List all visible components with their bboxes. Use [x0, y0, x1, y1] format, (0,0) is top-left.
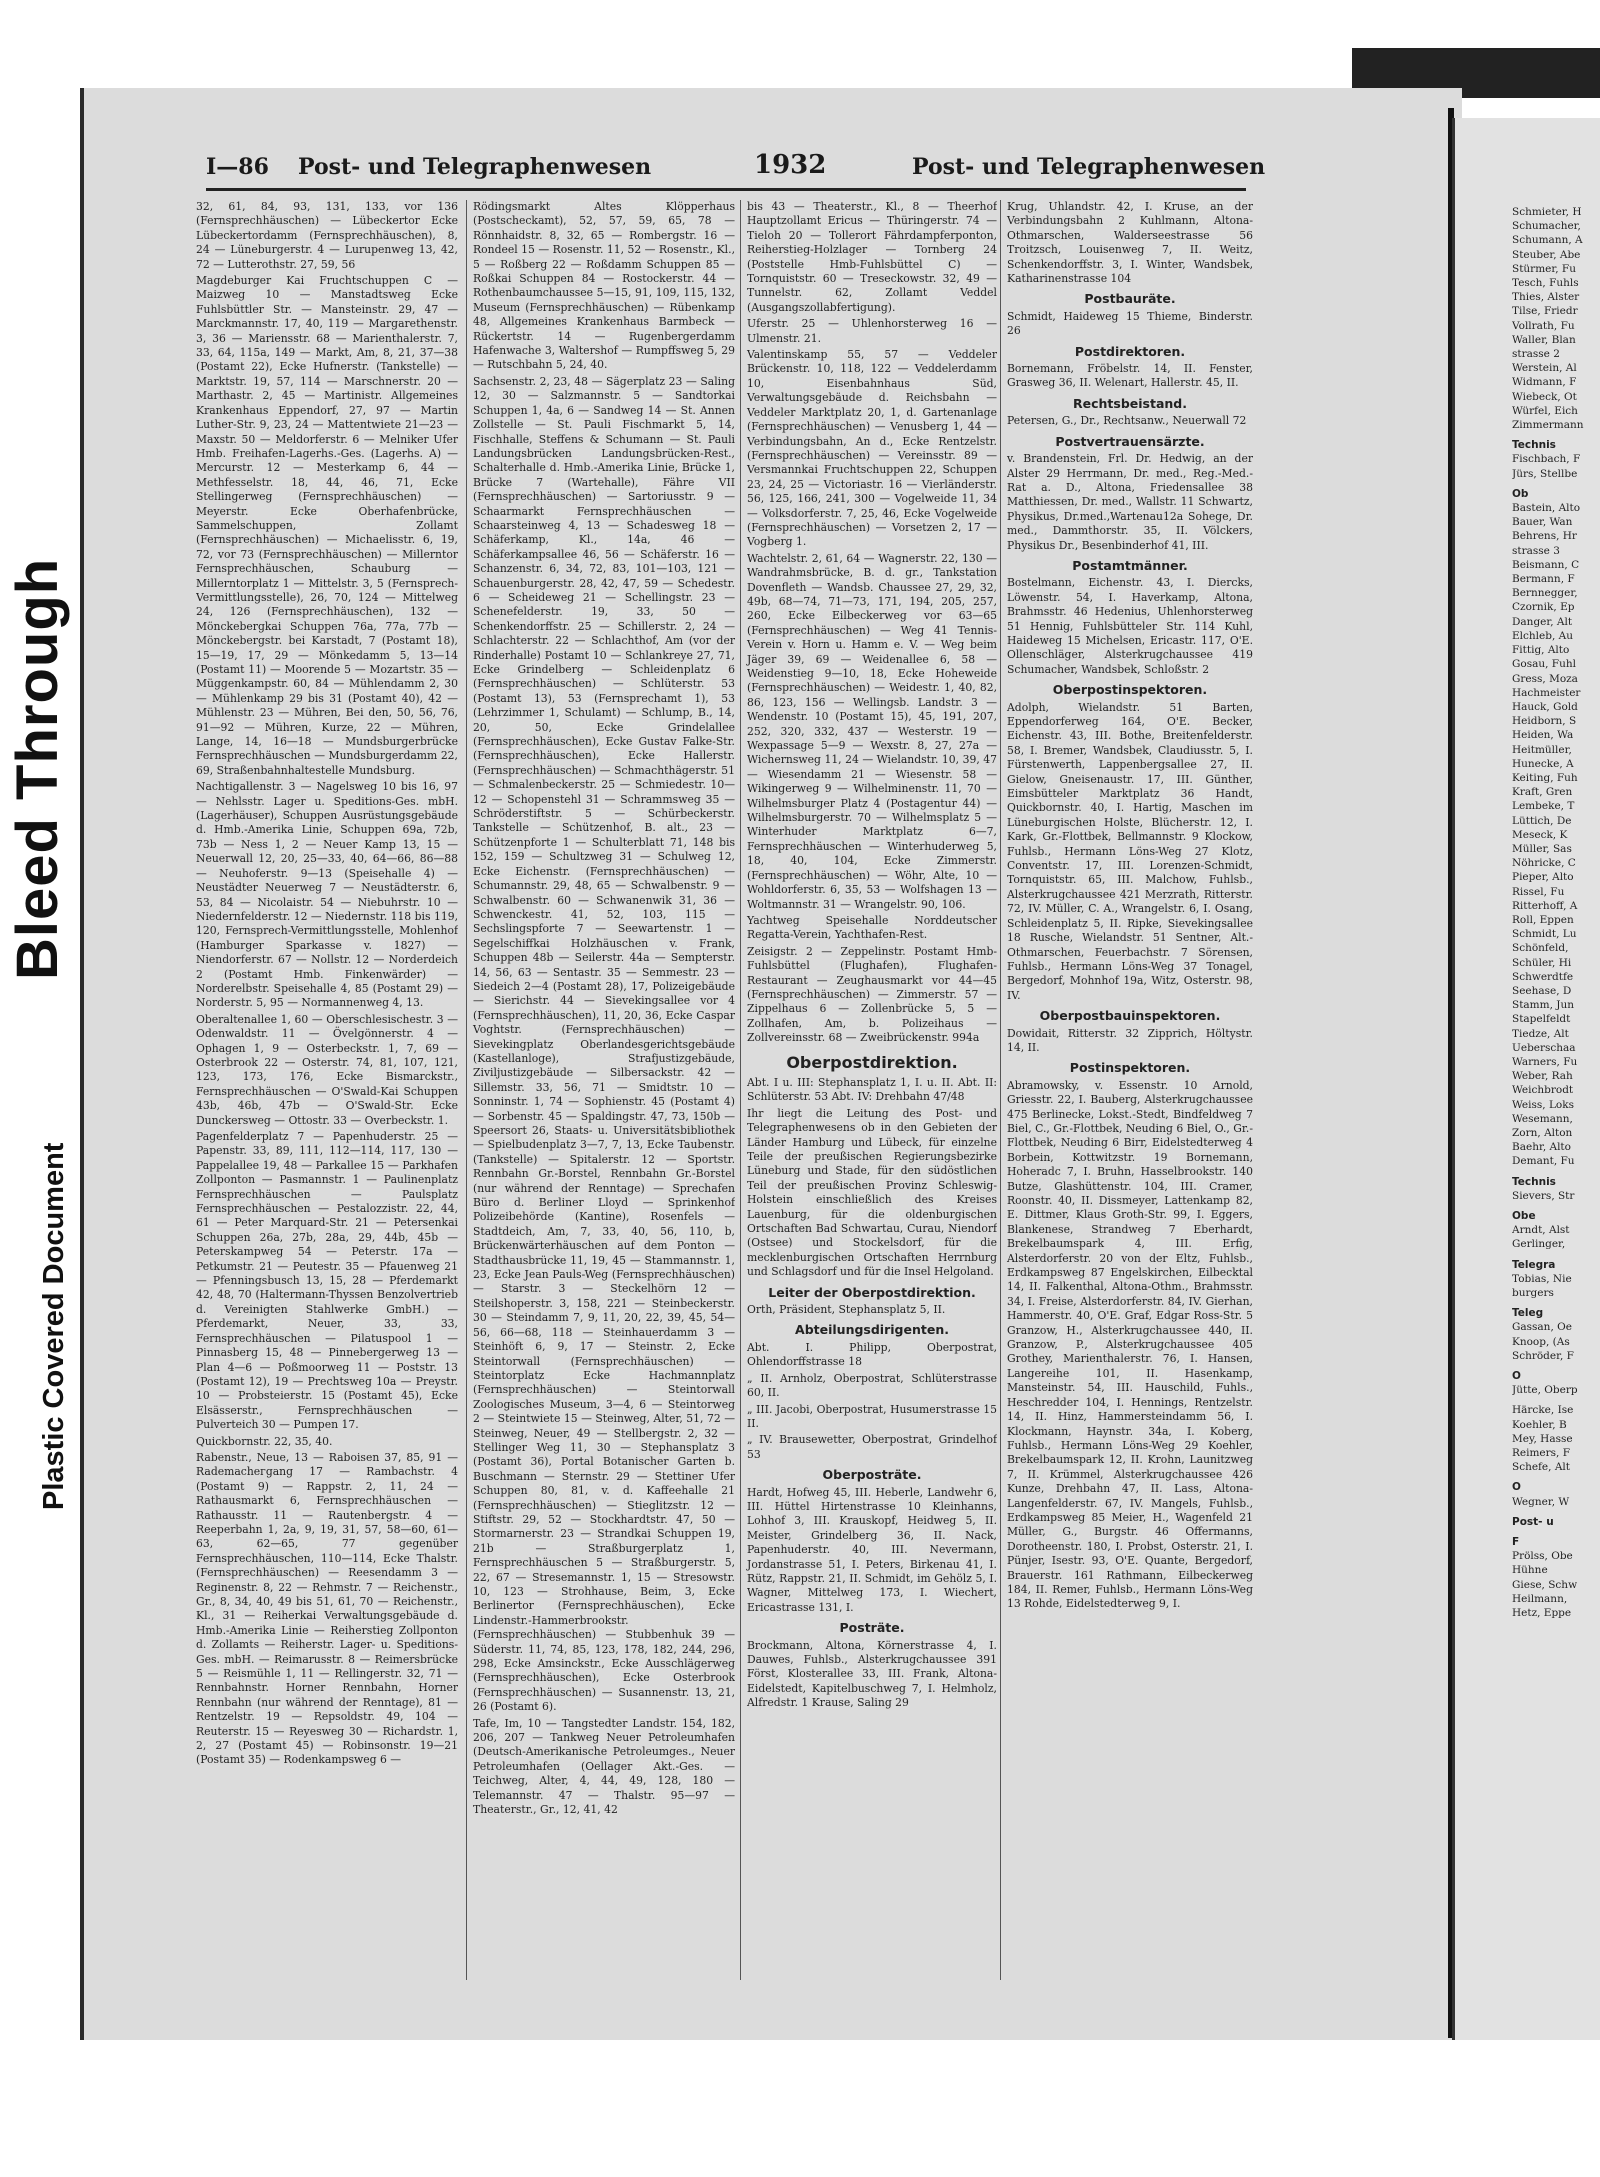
facing-page-line: Ueberschaa: [1512, 1041, 1576, 1054]
facing-page-line: Hühne: [1512, 1564, 1548, 1577]
facing-page-line: Knoop, (As: [1512, 1335, 1570, 1348]
facing-page-line: Weichbrodt: [1512, 1084, 1574, 1097]
facing-page-line: Bauer, Wan: [1512, 516, 1573, 529]
section-entries: Bostelmann, Eichenstr. 43, I. Diercks, Löwenstr. 54, I. Haverkamp, Altona, Brahmsstr. 46 Hedenius, Uhlenhorsterweg 51 Hennig, Fuhlsbütteler Str. 114 Kuhl, Haideweg 15 Michelsen, Ericastr. 117, O'E. Ollenschläger, Alsterkrugchaussee 419 Schumacher, Wandsbek, Schloßstr. 2: [1007, 576, 1253, 676]
section-entries: Bornemann, Fröbelstr. 14, II. Fenster, Grasweg 36, II. Welenart, Hallerstr. 45, II.: [1007, 362, 1253, 390]
facing-page-line: Beismann, C: [1512, 558, 1580, 571]
section-heading: Postinspektoren.: [1069, 1060, 1191, 1076]
header-year: 1932: [754, 150, 827, 180]
facing-page-heading: Telegra: [1512, 1258, 1556, 1271]
facing-page-text: [1512, 205, 1600, 1985]
facing-page-line: Hetz, Eppe: [1512, 1607, 1572, 1620]
oberpostraete-list: Hardt, Hofweg 45, III. Heberle, Landwehr 6, III. Hüttel Hirtenstrasse 10 Kleinhanns, Lohhof 3, III. Krauskopf, Heidweg 5, II. Meister, Grindelberg 36, II. Nack, Papenhuderstr. 40, III. Nevermann, Jordanstrasse 51, I. Peters, Birkenau 41, I. Rütz, Rappstr. 21, II. Schmidt, im Gehölz 5, I. Wagner, Mittelweg 173, I. Wiechert, Ericastrasse 131, I.: [747, 1485, 997, 1614]
leiter-entry: Orth, Präsident, Stephansplatz 5, II.: [747, 1303, 946, 1317]
facing-page-line: Heidborn, S: [1512, 715, 1577, 728]
facing-page-line: Reimers, F: [1512, 1447, 1571, 1460]
facing-page-line: Gassan, Oe: [1512, 1321, 1572, 1334]
facing-page-line: Demant, Fu: [1512, 1155, 1575, 1168]
facing-page-line: Czornik, Ep: [1512, 601, 1575, 614]
facing-page-line: Mey, Hasse: [1512, 1432, 1573, 1445]
facing-page-line: Zorn, Alton: [1512, 1127, 1573, 1139]
section-heading: Oberpostbauinspektoren.: [1039, 1008, 1221, 1024]
facing-page-line: Heitmüller,: [1512, 743, 1572, 756]
section-entries: Adolph, Wielandstr. 51 Barten, Eppendorferweg 164, O'E. Becker, Eichenstr. 43, III. Bothe, Breitenfelderstr. 58, I. Bremer, Wandsbek, Claudiusstr. 5, I. Fürstenwerth, Lappenbergsallee 27, II. Gielow, Gneisenaustr. 17, III. Günther, Eimsbütteler Marktplatz 36 Handt, Quickbornstr. 40, I. Hartig, Maschen im Lüneburgischen Holste, Blücherstr. 12, I. Kark, Gr.-Flottbek, Bellmannstr. 9 Klockow, Fuhlsb., Hermann Löns-Weg 27 Klotz, Conventstr. 17, III. Lorenzen-Schmidt, Tornquiststr. 65, III. Malchow, Fuhlsb., Alsterkrugchaussee 421 Merzrath, Ritterstr. 72, IV. Müller, C. A., Wrangelstr. 6, I. Osang, Schleidenplatz 5, II. Ripke, Sievekingsallee 18 Rusche, Wielandstr. 51 Sentner, Alt.-Othmarschen, Feuerbachstr. 7 Sörensen, Fuhlsb., Hermann Löns-Weg 37 Tonagel, Bergedorf, Mohnhof 19a, Witz, Osterstr. 98, IV.: [1007, 700, 1253, 1002]
facing-page-line: Baehr, Alto: [1512, 1141, 1571, 1154]
facing-page-line: Hauck, Gold: [1512, 700, 1578, 713]
facing-page-line: Schönfeld,: [1512, 942, 1569, 955]
facing-page-line: Prölss, Obe: [1512, 1550, 1573, 1563]
facing-page-line: Fittig, Alto: [1512, 644, 1570, 657]
facing-page-line: Tilse, Friedr: [1512, 305, 1578, 318]
facing-page-heading: O: [1512, 1481, 1521, 1494]
facing-page-line: Jürs, Stellbe: [1512, 467, 1578, 480]
facing-page-line: Ritterhoff, A: [1512, 899, 1578, 912]
facing-page-line: Sievers, Str: [1512, 1189, 1575, 1202]
facing-page-line: Arndt, Alst: [1512, 1224, 1570, 1237]
section-heading: Rechtsbeistand.: [1073, 395, 1187, 411]
facing-page-line: Fischbach, F: [1512, 453, 1581, 466]
facing-page-line: Zimmermann: [1512, 419, 1584, 432]
facing-page-heading: F: [1512, 1536, 1520, 1549]
facing-page-heading: O: [1512, 1370, 1521, 1383]
col1-paragraph: Pagenfelderplatz 7 — Papenhuderstr. 25 — Papenstr. 33, 89, 111, 112—114, 117, 130 — Pappelallee 19, 48 — Parkallee 15 — Parkhafen Zollponton — Pasmannstr. 1 — Paulinenplatz Fernsprechhäuschen — Paulsplatz Fernsprechhäuschen — Pestalozzistr. 22, 44, 61 — Peter Marquard-Str. 21 — Petersenkai Schuppen 26a, 27b, 28a, 29, 44b, 45b — Peterskampweg 54 — Peterstr. 17a — Petkumstr. 21 — Peutestr. 35 — Pfauenweg 21 — Pfenningsbusch 13, 15, 28 — Pferdemarkt 42, 48, 70 (Haltermann-Thyssen Benzolvertrieb d. Vereinigten Stahlwerke GmbH.) — Pferdemarkt, Neuer, 33, 33, Fernsprechhäuschen — Pilatuspool 1 — Pinnasberg 15, 48 — Pinnebergerweg 13 — Plan 4—6 — Poßmoorweg 11 — Poststr. 13 (Postamt 12), 19 — Prechtsweg 10a — Preystr. 10 — Probsteierstr. 15 (Postamt 45), Ecke Elsässerstr., Fernsprechhäuschen — Pulverteich 30 — Pumpen 17.: [196, 1130, 458, 1432]
facing-page-line: Steuber, Abe: [1512, 248, 1581, 261]
facing-page-line: Hachmeister: [1512, 686, 1581, 699]
facing-page-line: Seehase, D: [1512, 984, 1572, 997]
facing-page-line: Thies, Alster: [1512, 291, 1580, 304]
leiter-heading: Leiter der Oberpostdirektion.: [768, 1284, 976, 1300]
facing-page-line: Bastein, Alto: [1512, 502, 1581, 515]
section-entries: Schmidt, Haideweg 15 Thieme, Binderstr. 26: [1007, 309, 1253, 338]
col1-paragraph: Magdeburger Kai Fruchtschuppen C — Maizweg 10 — Manstadtsweg Ecke Fuhlsbüttler Str. — Mansteinstr. 29, 47 — Marckmannstr. 17, 40, 119 — Margarethenstr. 3, 36 — Mariensstr. 68 — Marienthalerstr. 7, 33, 64, 115a, 149 — Markt, Am, 8, 21, 37—38 (Postamt 22), Ecke Hufnerstr. (Tankstelle) — Marktstr. 19, 57, 114 — Marschnerstr. 20 — Marthastr. 2, 45 — Martinistr. Allgemeines Krankenhaus Eppendorf, 27, 97 — Martin Luther-Str. 9, 23, 24 — Mattentwiete 21—23 — Maxstr. 50 — Meldorferstr. 6 — Melniker Ufer Hmb. Freihafen-Lagerhs.-Ges. (Lagerhs. A) — Mercurstr. 12 — Mesterkamp 6, 44 — Methfesselstr. 18, 44, 46, 71, Ecke Stellingerweg (Fernsprechhäuschen) — Meyerstr. Ecke Oberhafenbrücke, Sammelschuppen, Zollamt (Fernsprechhäuschen) — Michaelisstr. 6, 19, 72, vor 73 (Fernsprechhäuschen) — Millerntor Fernsprechhäuschen, Schauburg — Millerntorplatz 1 — Mittelstr. 3, 5 (Fernsprech-Vermittlungsstelle), 26, 70, 124 — Mittelweg 24, 126 (Fernsprechhäuschen), 132 — Mönckebergkai Schuppen 76a, 77a, 77b — Mönckebergstr. bei Karstadt, 7 (Postamt 18), 15—19, 17, 29 — Mönkedamm 5, 13—14 (Postamt 11) — Moorende 5 — Mozartstr. 35 — Müggenkampstr. 60, 84 — Mühlendamm 2, 30 — Mühlenkamp 29 bis 31 (Postamt 40), 42 — Mühlenstr. 23 — Mühren, Bei den, 50, 56, 76, 91—92 — Mühren, Kurze, 22 — Mühren, Lange, 14, 16—18 — Mundsburgerbrücke Fernsprechhäuschen — Mundsburgerdamm 22, 69, Straßenbahnhaltestelle Mundsburg.: [196, 274, 458, 777]
column-1: [196, 200, 458, 1980]
section-heading: Postdirektoren.: [1074, 343, 1186, 359]
facing-page-line: Nöhricke, C: [1512, 857, 1576, 870]
abteil-line-3: „ III. Jacobi, Oberpostrat, Husumerstrasse 15 II.: [747, 1402, 997, 1430]
abteil-line-1: Abt. I. Philipp, Oberpostrat, Ohlendorffstrasse 18: [747, 1340, 997, 1369]
col3-paragraph: bis 43 — Theaterstr., Kl., 8 — Theerhof Hauptzollamt Ericus — Thüringerstr. 74 — Tieloh 20 — Tollerort Fährdampferponton, Reiherstieg-Holzlager — Tornberg 24 (Poststelle Hmb-Fuhlsbüttel C) — Tornquiststr. 60 — Treseckowstr. 32, 49 — Tunnelstr. 62, Zollamt Veddel (Ausgangszollabfertigung).: [747, 200, 997, 314]
header-title-left: Post- und Telegraphenwesen: [298, 154, 652, 180]
section-entries: Petersen, G., Dr., Rechtsanw., Neuerwall 72: [1007, 414, 1247, 428]
col3-paragraph: Zeisigstr. 2 — Zeppelinstr. Postamt Hmb-Fuhlsbüttel (Flughafen), Flughafen-Restaurant — Zeughausmarkt vor 44—45 (Fernsprechhäuschen) — Zimmerstr. 57 — Zippelhaus 6 — Zollenbrücke 5, 5 — Zollhafen, Am, b. Polizeihaus — Zollvereinsstr. 68 — Zweibrückenstr. 994a: [747, 944, 997, 1045]
col2-paragraph: Sachsenstr. 2, 23, 48 — Sägerplatz 23 — Saling 12, 30 — Salzmannstr. 5 — Sandtorkai Schuppen 1, 4a, 6 — Sandweg 14 — St. Annen Zollstelle — St. Pauli Fischmarkt 5, 14, Fischhalle, Steffens & Schumann — St. Pauli Landungsbrücken Landungsbrücken-Rest., Schalterhalle d. Hmb.-Amerika Linie, Brücke 1, Brücke 7 (Wartehalle), Fähre VII (Fernsprechhäuschen) — Sartoriusstr. 9 — Schaarmarkt Fernsprechhäuschen — Schaarsteinweg 4, 13 — Schadesweg 18 — Schäferkamp, Kl., 14a, 46 — Schäferkampsallee 46, 56 — Schäferstr. 16 — Schanzenstr. 6, 34, 72, 83, 101—103, 121 — Schauenburgerstr. 28, 42, 47, 59 — Schedestr. 6 — Scheideweg 21 — Schellingstr. 23 — Schenefelderstr. 19, 33, 50 — Schenkendorffstr. 25 — Schillerstr. 2, 24 — Schlachterstr. 22 — Schlachthof, Am (vor der Rinderhalle) Postamt 10 — Schlankreye 27, 71, Ecke Grindelberg — Schleidenplatz 6 (Fernsprechhäuschen) — Schlüterstr. 53 (Postamt 13), 53 (Fernsprechamt 1), 53 (Lehrzimmer 1, Schulamt) — Schlump, B., 14, 20, 50, Ecke Grindelallee (Fernsprechhäuschen), Ecke Gustav Falke-Str. (Fernsprechhäuschen), Ecke Hallerstr. (Fernsprechhäuschen) — Schmachthägerstr. 51 — Schmalenbeckerstr. 25 — Schmiedestr. 10—12 — Schopenstehl 31 — Schrammsweg 35 — Schröderstiftstr. 5 — Schürbeckerstr. Tankstelle — Schützenhof, B. alt., 23 — Schützenpforte 1 — Schulterblatt 71, 148 bis 152, 159 — Schultzweg 31 — Schulweg 12, Ecke Eichenstr. (Fernsprechhäuschen) — Schumannstr. 29, 48, 65 — Schwalbenstr. 9 — Schwalbenstr. 60 — Schwanenwik 31, 36 — Schwenckestr. 41, 52, 103, 115 — Sechslingspforte 7 — Seewartenstr. 1 — Segelschiffkai Holzhäuschen v. Frank, Schuppen 48b — Seilerstr. 44a — Sempterstr. 14, 56, 63 — Sentastr. 35 — Semmestr. 23 — Siedeich 2—4 (Postamt 28), 17, Polizeigebäude — Sierichstr. 44 — Sievekingsallee vor 4 (Fernsprechhäuschen), 11, 20, 36, Ecke Caspar Voghtstr. (Fernsprechhäuschen) — Sievekingplatz Oberlandesgerichtsgebäude (Kastellanloge), Strafjustizgebäude, Ziviljustizgebäude — Silbersackstr. 42 — Sillemstr. 33, 56, 71 — Smidtstr. 10 — Sonninstr. 1, 74 — Sophienstr. 45 (Postamt 4) — Sorbenstr. 45 — Spaldingstr. 47, 73, 150b — Speersort 26, Staats- u. Universitätsbibliothek — Spielbudenplatz 3—7, 7, 13, Ecke Taubenstr. (Tankstelle) — Spitalerstr. 12 — Sportstr. Rennbahn Gr.-Borstel, Rennbahn Gr.-Borstel (nur während der Renntage) — Sprechafen Büro d. Berliner Lloyd — Sprinkenhof Polizeibehörde (Kantine), Rosenfels — Stadtdeich, Am, 7, 33, 40, 56, 110, b, Brückenwärterhäuschen auf dem Ponton — Stadthausbrücke 11, 19, 45 — Stammannstr. 1, 23, Ecke Jean Pauls-Weg (Fernsprechhäuschen) — Starstr. 3 — Steckelhörn 12 — Steilshoperstr. 3, 158, 221 — Steinbeckerstr. 30 — Steindamm 7, 9, 11, 20, 22, 39, 45, 54—56, 66—68, 118 — Steinhauerdamm 3 — Steinhöft 6, 9, 17 — Steinstr. 2, Ecke Steintorwall (Fernsprechhäuschen) — Steintorplatz Ecke Hachmannplatz (Fernsprechhäuschen) — Steintorwall Zoologisches Museum, 3—4, 6 — Steintorweg 2 — Steintwiete 15 — Steinweg, Alter, 51, 72 — Steinweg, Neuer, 49 — Stellbergstr. 2, 32 — Stellinger Weg 11, 30 — Stephansplatz 3 (Postamt 36), Portal Botanischer Garten b. Buschmann — Sternstr. 29 — Stettiner Ufer Schuppen 80, 81, v. d. Kaffeehalle 21 (Fernsprechhäuschen) — Stieglitzstr. 12 — Stiftstr. 29, 52 — Stockhardtstr. 47, 50 — Stormarnerstr. 23 — Strandkai Schuppen 19, 21b — Straßburgerplatz 1, Fernsprechhäuschen 5 — Straßburgerstr. 5, 22, 67 — Stresemannstr. 1, 15 — Stresowstr. 10, 123 — Strohhause, Beim, 3, Ecke Berlinertor (Fernsprechhäuschen), Ecke Lindenstr.-Hammerbrookstr. (Fernsprechhäuschen) — Stubbenhuk 39 — Süderstr. 11, 74, 85, 123, 178, 182, 244, 296, 298, Ecke Amsinckstr., Ecke Ausschlägerweg (Fernsprechhäuschen), Ecke Osterbrook (Fernsprechhäuschen) — Susannenstr. 13, 21, 26 (Postamt 6).: [473, 374, 735, 1714]
facing-page-line: Wesemann,: [1512, 1112, 1573, 1125]
facing-page-line: Behrens, Hr: [1512, 530, 1577, 543]
facing-page-line: Wiebeck, Ot: [1512, 390, 1577, 403]
facing-page-line: Bermann, F: [1512, 573, 1575, 586]
col2-paragraph: Rödingsmarkt Altes Klöpperhaus (Postscheckamt), 52, 57, 59, 65, 78 — Rönnhaidstr. 8, 32, 65 — Rombergstr. 16 — Rondeel 15 — Rosenstr. 11, 52 — Rosenstr., Kl., 5 — Roßberg 22 — Roßdamm Schuppen 85 — Roßkai Schuppen 84 — Rostockerstr. 44 — Rothenbaumchaussee 5—15, 91, 109, 115, 132, Museum (Fernsprechhäuschen) — Rübenkamp 48, Allgemeines Krankenhaus Barmbeck — Rückertstr. 14 — Rugenbergerdamm Hafenwache 3, Waltershof — Rumpffsweg 5, 29 — Rutschbahn 5, 24, 40.: [473, 200, 735, 372]
facing-page-line: Würfel, Eich: [1512, 404, 1578, 417]
oberpostraete-heading: Oberposträte.: [822, 1467, 922, 1483]
header-title-right: Post- und Telegraphenwesen: [912, 154, 1266, 180]
col3-paragraph: Wachtelstr. 2, 61, 64 — Wagnerstr. 22, 130 — Wandrahmsbrücke, B. d. gr., Tankstation Dovenfleth — Wandsb. Chaussee 27, 29, 32, 49b, 68—74, 71—73, 171, 194, 205, 257, 260, Ecke Eilbeckerweg vor 63—65 (Fernsprechhäuschen) — Weg 41 Tennis-Verein v. Horn u. Hamm e. V. — Weg beim Jäger 39, 69 — Weidenallee 6, 58 — Weidenstieg 9—10, 18, Ecke Hoheweide (Fernsprechhäuschen) — Weidestr. 1, 40, 82, 86, 123, 156 — Wellingsb. Landstr. 3 — Wendenstr. 10 (Postamt 15), 45, 191, 207, 252, 320, 332, 437 — Westerstr. 19 — Wexpassage 5—9 — Wexstr. 8, 27, 27a — Wichernsweg 11, 24 — Wielandstr. 10, 39, 47 — Wiesendamm 21 — Wiesenstr. 58 — Wikingerweg 9 — Wilhelminenstr. 11, 70 — Wilhelmsburger Platz 4 (Postagentur 44) — Wilhelmsburgerstr. 70 — Wilhelmsplatz 5 — Winterhuder Marktplatz 6—7, Fernsprechhäuschen — Winterhuderweg 5, 18, 40, 104, Ecke Zimmerstr. (Fernsprechhäuschen) — Wöhr, Alte, 10 — Wohldorferstr. 6, 35, 53 — Wolfshagen 13 — Woltmannstr. 31 — Wrangelstr. 90, 106.: [747, 551, 997, 911]
abteil-line-4: „ IV. Brausewetter, Oberpostrat, Grindelhof 53: [747, 1433, 997, 1461]
facing-page-line: Gress, Moza: [1512, 672, 1578, 685]
col1-paragraph: 32, 61, 84, 93, 131, 133, vor 136 (Fernsprechhäuschen) — Lübeckertor Ecke Lübeckertordamm (Fernsprechhäuschen), 8, 24 — Lüneburgerstr. 4 — Lurupenweg 13, 42, 72 — Lutterothstr. 27, 59, 56: [196, 200, 458, 271]
text-columns: [196, 200, 1253, 1980]
page-header: [206, 148, 1266, 191]
facing-page-line: Waller, Blan: [1512, 333, 1576, 346]
col3-paragraph: Uferstr. 25 — Uhlenhorsterweg 16 — Ulmenstr. 21.: [747, 317, 997, 345]
postraete-heading: Posträte.: [839, 1620, 905, 1636]
facing-page-line: Lüttich, De: [1512, 814, 1572, 827]
facing-page-line: Werstein, Al: [1512, 362, 1577, 375]
facing-page-heading: Teleg: [1512, 1307, 1544, 1320]
facing-page-line: Stapelfeldt: [1512, 1013, 1571, 1026]
facing-page-line: Keiting, Fuh: [1512, 771, 1578, 784]
facing-page-line: Koehler, B: [1512, 1418, 1567, 1431]
facing-page-line: Kraft, Gren: [1512, 786, 1573, 799]
facing-page-line: Vollrath, Fu: [1512, 319, 1575, 332]
facing-page-line: Schumacher,: [1512, 220, 1581, 233]
facing-page-line: Pieper, Alto: [1512, 871, 1574, 884]
facing-page-line: Schröder, F: [1512, 1349, 1574, 1362]
facing-page-line: Weiss, Loks: [1512, 1098, 1575, 1111]
col2-paragraph: Tafe, Im, 10 — Tangstedter Landstr. 154, 182, 206, 207 — Tankweg Neuer Petroleumhafen (Deutsch-Amerikanische Petroleumges., Neuer Petroleumhafen (Oellager Akt.-Ges. — Teichweg, Alter, 4, 44, 49, 128, 180 — Telemannstr. 47 — Thalstr. 95—97 — Theaterstr., Gr., 12, 41, 42: [473, 1716, 735, 1817]
scanner-margin: [0, 48, 78, 2038]
facing-page-line: Schüler, Hi: [1512, 956, 1572, 969]
col1-paragraph: Nachtigallenstr. 3 — Nagelsweg 10 bis 16, 97 — Nehlsstr. Lager u. Speditions-Ges. mbH. (Lagerhäuser), Schuppen Ausrüstungsgebäude d. Hmb.-Amerika Linie, Schuppen 69a, 72b, 73b — Ness 1, 2 — Neuer Kamp 13, 15 — Neuerwall 12, 20, 25—33, 40, 64—66, 86—88 — Neuhoferstr. 9—13 (Speisehalle 4) — Neustädter Neuerweg 7 — Neustädterstr. 6, 53, 84 — Nicolaistr. 54 — Niebuhrstr. 10 — Niedernfelderstr. 12 — Niedernstr. 118 bis 119, 120, Fernsprech-Vermittlungsstelle, Mohlenhof (Hamburger Sparkasse v. 1827) — Niendorferstr. 67 — Nollstr. 12 — Norderdeich 2 (Postamt Hmb. Finkenwärder) — Norderelbstr. Speisehalle 4, 85 (Postamt 29) — Norderstr. 5, 95 — Normannenweg 4, 13.: [196, 780, 458, 1010]
facing-page-line: Rissel, Fu: [1512, 885, 1565, 898]
facing-page-line: Widmann, F: [1512, 376, 1577, 389]
col1-paragraph: Oberaltenallee 1, 60 — Oberschlesischestr. 3 — Odenwaldstr. 11 — Övelgönnerstr. 4 — Ophagen 1, 9 — Osterbeckstr. 1, 7, 69 — Osterbrook 22 — Osterstr. 74, 81, 107, 121, 123, 173, 176, Ecke Bismarckstr., Fernsprechhäuschen — O'Swald-Kai Schuppen 43b, 46b, 47b — O'Swald-Str. Ecke Dunckersweg — Ottostr. 33 — Overbeckstr. 1.: [196, 1012, 458, 1127]
page-number: I—86: [206, 154, 269, 180]
facing-page-line: Stamm, Jun: [1512, 999, 1574, 1012]
col3-paragraph: Valentinskamp 55, 57 — Veddeler Brückenstr. 10, 118, 122 — Veddelerdamm 10, Eisenbahnhaus Süd, Verwaltungsgebäude d. Reichsbahn — Veddeler Marktplatz 20, 1, d. Gartenanlage (Fernsprechhäuschen) — Venusberg 1, 44 — Verbindungsbahn, An d., Ecke Rentzelstr. (Fernsprechhäuschen) — Vereinsstr. 89 — Versmannkai Fruchtschuppen 22, Schuppen 23, 24, 25 — Victoriastr. 16 — Vierländerstr. 56, 125, 166, 241, 300 — Vogelweide 11, 34 — Volksdorferstr. 7, 25, 46, Ecke Vogelweide (Fernsprechhäuschen) — Vorsetzen 2, 17 — Vogberg 1.: [747, 348, 997, 549]
oberpost-abteilungen: Abt. I u. III: Stephansplatz 1, I. u. II. Abt. II: Schlüterstr. 53 Abt. IV: Drehbahn 47/48: [747, 1075, 997, 1104]
facing-page-line: Schefe, Alt: [1512, 1461, 1570, 1474]
facing-page-heading: Technis: [1512, 439, 1556, 452]
facing-page-line: Weber, Rah: [1512, 1070, 1573, 1083]
abteilungsdirigenten-heading: Abteilungsdirigenten.: [795, 1322, 949, 1338]
facing-page-line: Heilmann,: [1512, 1592, 1568, 1605]
column-3: [740, 200, 997, 1980]
facing-page-line: burgers: [1512, 1287, 1554, 1300]
section-entries: v. Brandenstein, Frl. Dr. Hedwig, an der Alster 29 Herrmann, Dr. med., Reg.-Med.-Rat a. D., Altona, Friedensallee 38 Matthiessen, Dr. med., Wallstr. 11 Schwartz, Physikus, Dr.med.,Wartenau12a Sohege, Dr. med., Dammthorstr. 35, II. Völckers, Physikus Dr., Besenbinderhof 41, III.: [1007, 452, 1253, 552]
facing-page-line: Tobias, Nie: [1512, 1272, 1572, 1285]
facing-page-line: Tiedze, Alt: [1512, 1027, 1569, 1040]
plastic-covered-label: Plastic Covered Document: [38, 1142, 70, 1510]
facing-page-line: strasse 2: [1512, 348, 1560, 361]
facing-page-line: Bernnegger,: [1512, 587, 1578, 600]
abteil-line-2: „ II. Arnholz, Oberpostrat, Schlüterstrasse 60, II.: [747, 1371, 997, 1400]
column-4: [1000, 200, 1253, 1980]
facing-page-line: Schmidt, Lu: [1512, 928, 1577, 941]
facing-page-line: Müller, Sas: [1512, 842, 1572, 855]
section-entries: Abramowsky, v. Essenstr. 10 Arnold, Griesstr. 22, I. Bauberg, Alsterkrugchaussee 475 Berlinecke, Lokst.-Stedt, Bindfeldweg 7 Biel, C., Gr.-Flottbek, Neuding 6 Biel, O., Gr.-Flottbek, Neuding 6 Birr, Eidelstedterweg 4 Borbein, Kottwitzstr. 19 Bornemann, Hoheradc 7, I. Bruhn, Hasselbrookstr. 140 Butze, Glashüttenstr. 104, III. Cramer, Roonstr. 40, II. Dissmeyer, Lattenkamp 82, E. Dittmer, Klaus Groth-Str. 99, I. Eggers, Blankenese, Strandweg 7 Eberhardt, Brekelbaumspark 4, III. Erfig, Alsterdorferstr. 20 von der Eltz, Fuhlsb., Erdkampsweg 87 Engelskirchen, Eilbecktal 14, II. Falkenthal, Altona-Othm., Brahmsstr. 34, I. Freise, Alsterdorferstr. 84, IV. Gierhan, Hammerstr. 40, O'E. Graf, Edgar Ross-Str. 5 Granzow, H., Alsterkrugchaussee 440, II. Granzow, P., Alsterkrugchaussee 405 Grothey, Marienthalerstr. 76, I. Hansen, Langereihe 101, II. Hasenkamp, Mansteinstr. 54, III. Hauschild, Fuhls., Heschredder 104, I. Hennings, Rentzelstr. 14, II. Hinz, Hammersteindamm 56, I. Klockmann, Haynstr. 34a, I. Koberg, Fuhlsb., Hermann Löns-Weg 29 Koehler, Brekelbaumspark 12, II. Krohn, Launitzweg 7, II. Krümmel, Alsterkrugchaussee 426 Kunze, Drehbahn 47, II. Lass, Altona-Langenfelderstr. 67, IV. Mangels, Fuhlsb., Erdkampsweg 85 Meier, H., Wagenfeld 21 Müller, G., Burgstr. 46 Offermanns, Dorotheenstr. 180, I. Probst, Osterstr. 21, I. Pünjer, Isestr. 93, O'E. Quante, Bergedorf, Brauerstr. 161 Rathmann, Eilbeckerweg 184, II. Remer, Fuhlsb., Hermann Löns-Weg 13 Rohde, Eidelstedterweg 9, I.: [1007, 1078, 1253, 1611]
facing-page-line: Lembeke, T: [1512, 800, 1575, 813]
col3-paragraph: Yachtweg Speisehalle Norddeutscher Regatta-Verein, Yachthafen-Rest.: [747, 913, 997, 942]
facing-page-line: Stürmer, Fu: [1512, 262, 1576, 275]
bleed-through-label: Bleed Through: [5, 557, 70, 980]
section-heading: Postamtmänner.: [1072, 557, 1188, 573]
postraete-list: Brockmann, Altona, Körnerstrasse 4, I. Dauwes, Fuhlsb., Alsterkrugchaussee 391 Först, Klosterallee 33, III. Frank, Altona-Eidelstedt, Kapitelbuschweg 7, I. Helmholz, Alfredstr. 1 Krause, Saling 29: [747, 1638, 997, 1710]
facing-page-line: Gosau, Fuhl: [1512, 658, 1576, 671]
facing-page-line: Danger, Alt: [1512, 615, 1573, 628]
facing-page-line: Gerlinger,: [1512, 1238, 1566, 1251]
facing-page-line: Elchleb, Au: [1512, 629, 1573, 642]
facing-page-line: Heiden, Wa: [1512, 729, 1574, 742]
facing-page-line: Jütte, Oberp: [1512, 1384, 1578, 1397]
facing-page-line: Meseck, K: [1512, 828, 1568, 841]
facing-page-heading: Post- u: [1512, 1515, 1554, 1528]
col4-paragraph: Krug, Uhlandstr. 42, I. Kruse, an der Verbindungsbahn 2 Kuhlmann, Altona-Othmarschen, Walderseestrasse 56 Troitzsch, Louisenweg 7, II. Weitz, Schenkendorffstr. 3, I. Winter, Wandsbek, Katharinenstrasse 104: [1007, 200, 1253, 286]
facing-page-line: Schwerdtfe: [1512, 970, 1574, 983]
facing-page-line: Warners, Fu: [1512, 1055, 1578, 1068]
facing-page-line: Hunecke, A: [1512, 757, 1574, 770]
facing-page-line: Tesch, Fuhls: [1512, 277, 1579, 290]
oberpostdirektion-heading: Oberpostdirektion.: [786, 1052, 958, 1072]
facing-page-heading: Obe: [1512, 1210, 1536, 1223]
section-heading: Oberpostinspektoren.: [1052, 682, 1208, 698]
col1-paragraph: Rabenstr., Neue, 13 — Raboisen 37, 85, 91 — Rademacheгgang 17 — Rambachstr. 4 (Postamt 9) — Rappstr. 2, 11, 24 — Rathausmarkt 6, Fernsprechhäuschen — Rathausstr. 11 — Rautenbergstr. 4 — Reeperbahn 1, 2a, 9, 19, 31, 57, 58—60, 61—63, 62—65, 77 gegenüber Fernsprechhäuschen, 110—114, Ecke Thalstr. (Fernsprechhäuschen) — Reesendamm 3 — Reginenstr. 8, 22 — Rehmstr. 7 — Reichenstr., Gr., 8, 34, 40, 49 bis 51, 61, 70 — Reichenstr., Kl., 31 — Reiherkai Verwaltungsgebäude d. Hmb.-Amerika Linie — Reiherstieg Zollponton d. Zollamts — Reiherstr. Lager- u. Speditions-Ges. mbH. — Reimarusstr. 8 — Reimersbrücke 5 — Reismühle 1, 11 — Rellingerstr. 32, 71 — Rennbahnstr. Horner Rennbahn, Horner Rennbahn (nur während der Renntage), 81 — Rentzelstr. 19 — Repsoldstr. 49, 104 — Reuterstr. 15 — Reyesweg 30 — Richardstr. 1, 2, 27 (Postamt 45) — Robinsonstr. 19—21 (Postamt 35) — Rodenkampsweg 6 —: [196, 1450, 458, 1767]
section-heading: Postvertrauensärzte.: [1055, 433, 1205, 449]
oberpost-description: Ihr liegt die Leitung des Post- und Telegraphenwesens ob in den Gebieten der Länder Hamburg und Lübeck, für einzelne Teile der preußischen Regierungsbezirke Lüneburg und Stade, für den südöstlichen Teil der preußischen Provinz Schleswig-Holstein einschließlich des Kreises Lauenburg, für die oldenburgischen Ortschaften Bad Schwartau, Curau, Niendorf (Ostsee) und Stockelsdorf, für die mecklenburgischen Ortschaften Herrnburg und Schlagsdorf und für die Insel Helgoland.: [747, 1106, 997, 1279]
facing-page-heading: Ob: [1512, 487, 1529, 500]
facing-page-line: Härcke, Ise: [1512, 1404, 1574, 1417]
col1-paragraph: Quickbornstr. 22, 35, 40.: [196, 1434, 333, 1448]
facing-page-line: Schumann, A: [1512, 234, 1583, 247]
facing-page-line: Roll, Eppen: [1512, 913, 1574, 926]
facing-page-line: Schmieter, H: [1512, 206, 1582, 218]
column-2: [466, 200, 735, 1980]
section-heading: Postbauräte.: [1084, 291, 1176, 307]
facing-page-heading: Technis: [1512, 1175, 1556, 1188]
section-entries: Dowidait, Ritterstr. 32 Zipprich, Höltystr. 14, II.: [1007, 1026, 1253, 1054]
facing-page-line: strasse 3: [1512, 544, 1560, 557]
facing-page-line: Wegner, W: [1512, 1495, 1570, 1508]
facing-page-line: Giese, Schw: [1512, 1578, 1578, 1591]
